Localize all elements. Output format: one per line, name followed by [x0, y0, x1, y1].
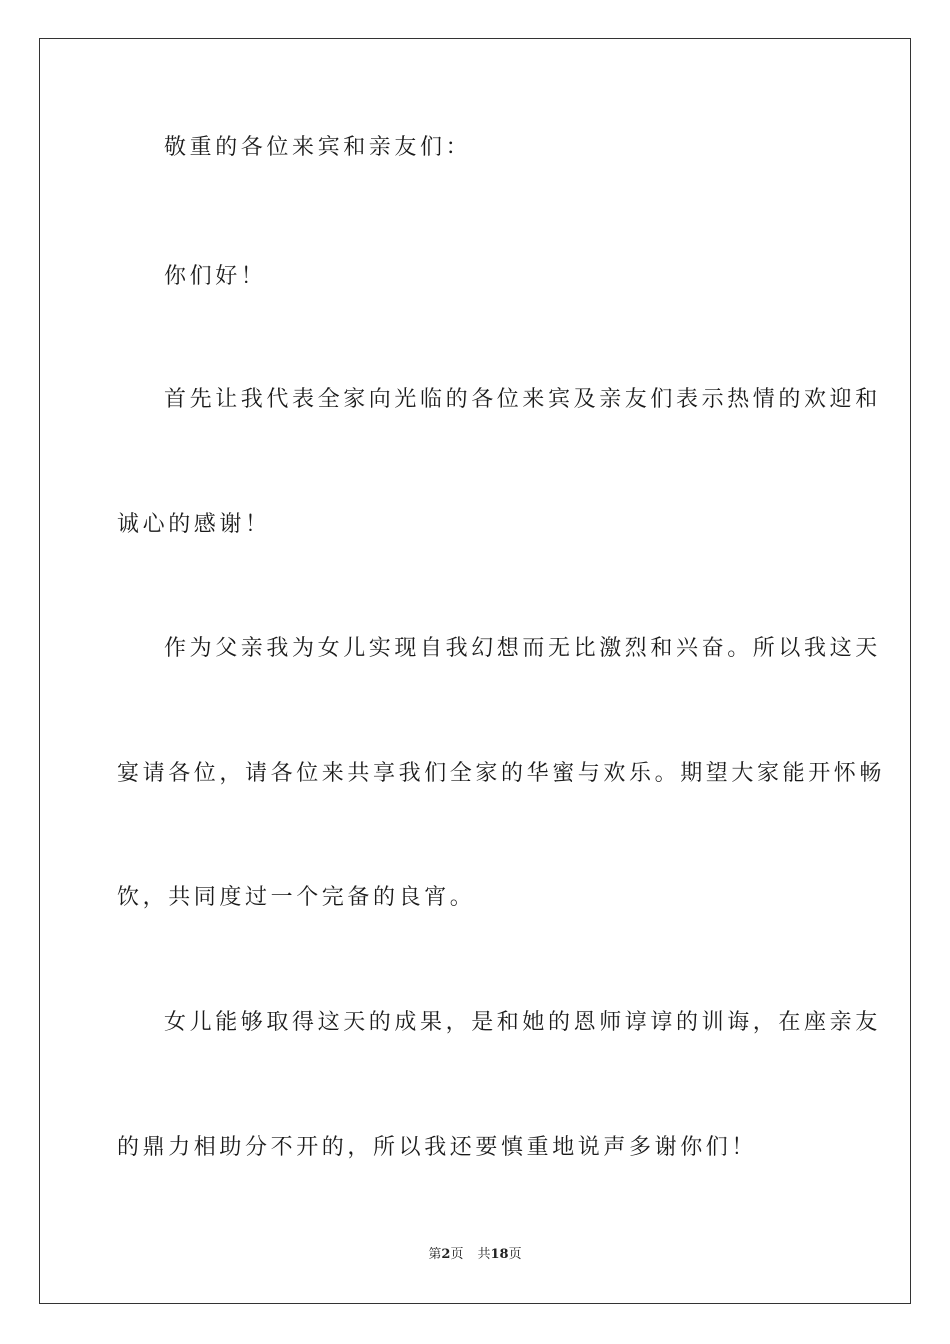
page-border [39, 38, 911, 1304]
page-suffix: 页 [450, 1247, 464, 1262]
paragraph-3-line-2: 的鼎力相助分不开的，所以我还要慎重地说声多谢你们！ [117, 1135, 758, 1160]
total-pages: 18 [490, 1247, 509, 1262]
paragraph-1-line-2: 诚心的感谢！ [117, 512, 271, 537]
page-prefix: 第 [428, 1247, 442, 1262]
paragraph-3-line-1: 女儿能够取得这天的成果，是和她的恩师谆谆的训诲，在座亲友 [164, 1010, 881, 1035]
page-number: 2 [441, 1247, 451, 1262]
total-suffix: 页 [508, 1247, 522, 1262]
greeting-line: 敬重的各位来宾和亲友们： [164, 135, 472, 160]
paragraph-1-line-1: 首先让我代表全家向光临的各位来宾及亲友们表示热情的欢迎和 [164, 387, 881, 412]
total-prefix: 共 [477, 1247, 491, 1262]
page-footer [0, 1245, 950, 1265]
salutation-line: 你们好！ [164, 264, 267, 289]
paragraph-2-line-1: 作为父亲我为女儿实现自我幻想而无比激烈和兴奋。所以我这天 [164, 636, 881, 661]
paragraph-2-line-3: 饮，共同度过一个完备的良宵。 [117, 885, 476, 910]
paragraph-2-line-2: 宴请各位，请各位来共享我们全家的华蜜与欢乐。期望大家能开怀畅 [117, 761, 886, 786]
